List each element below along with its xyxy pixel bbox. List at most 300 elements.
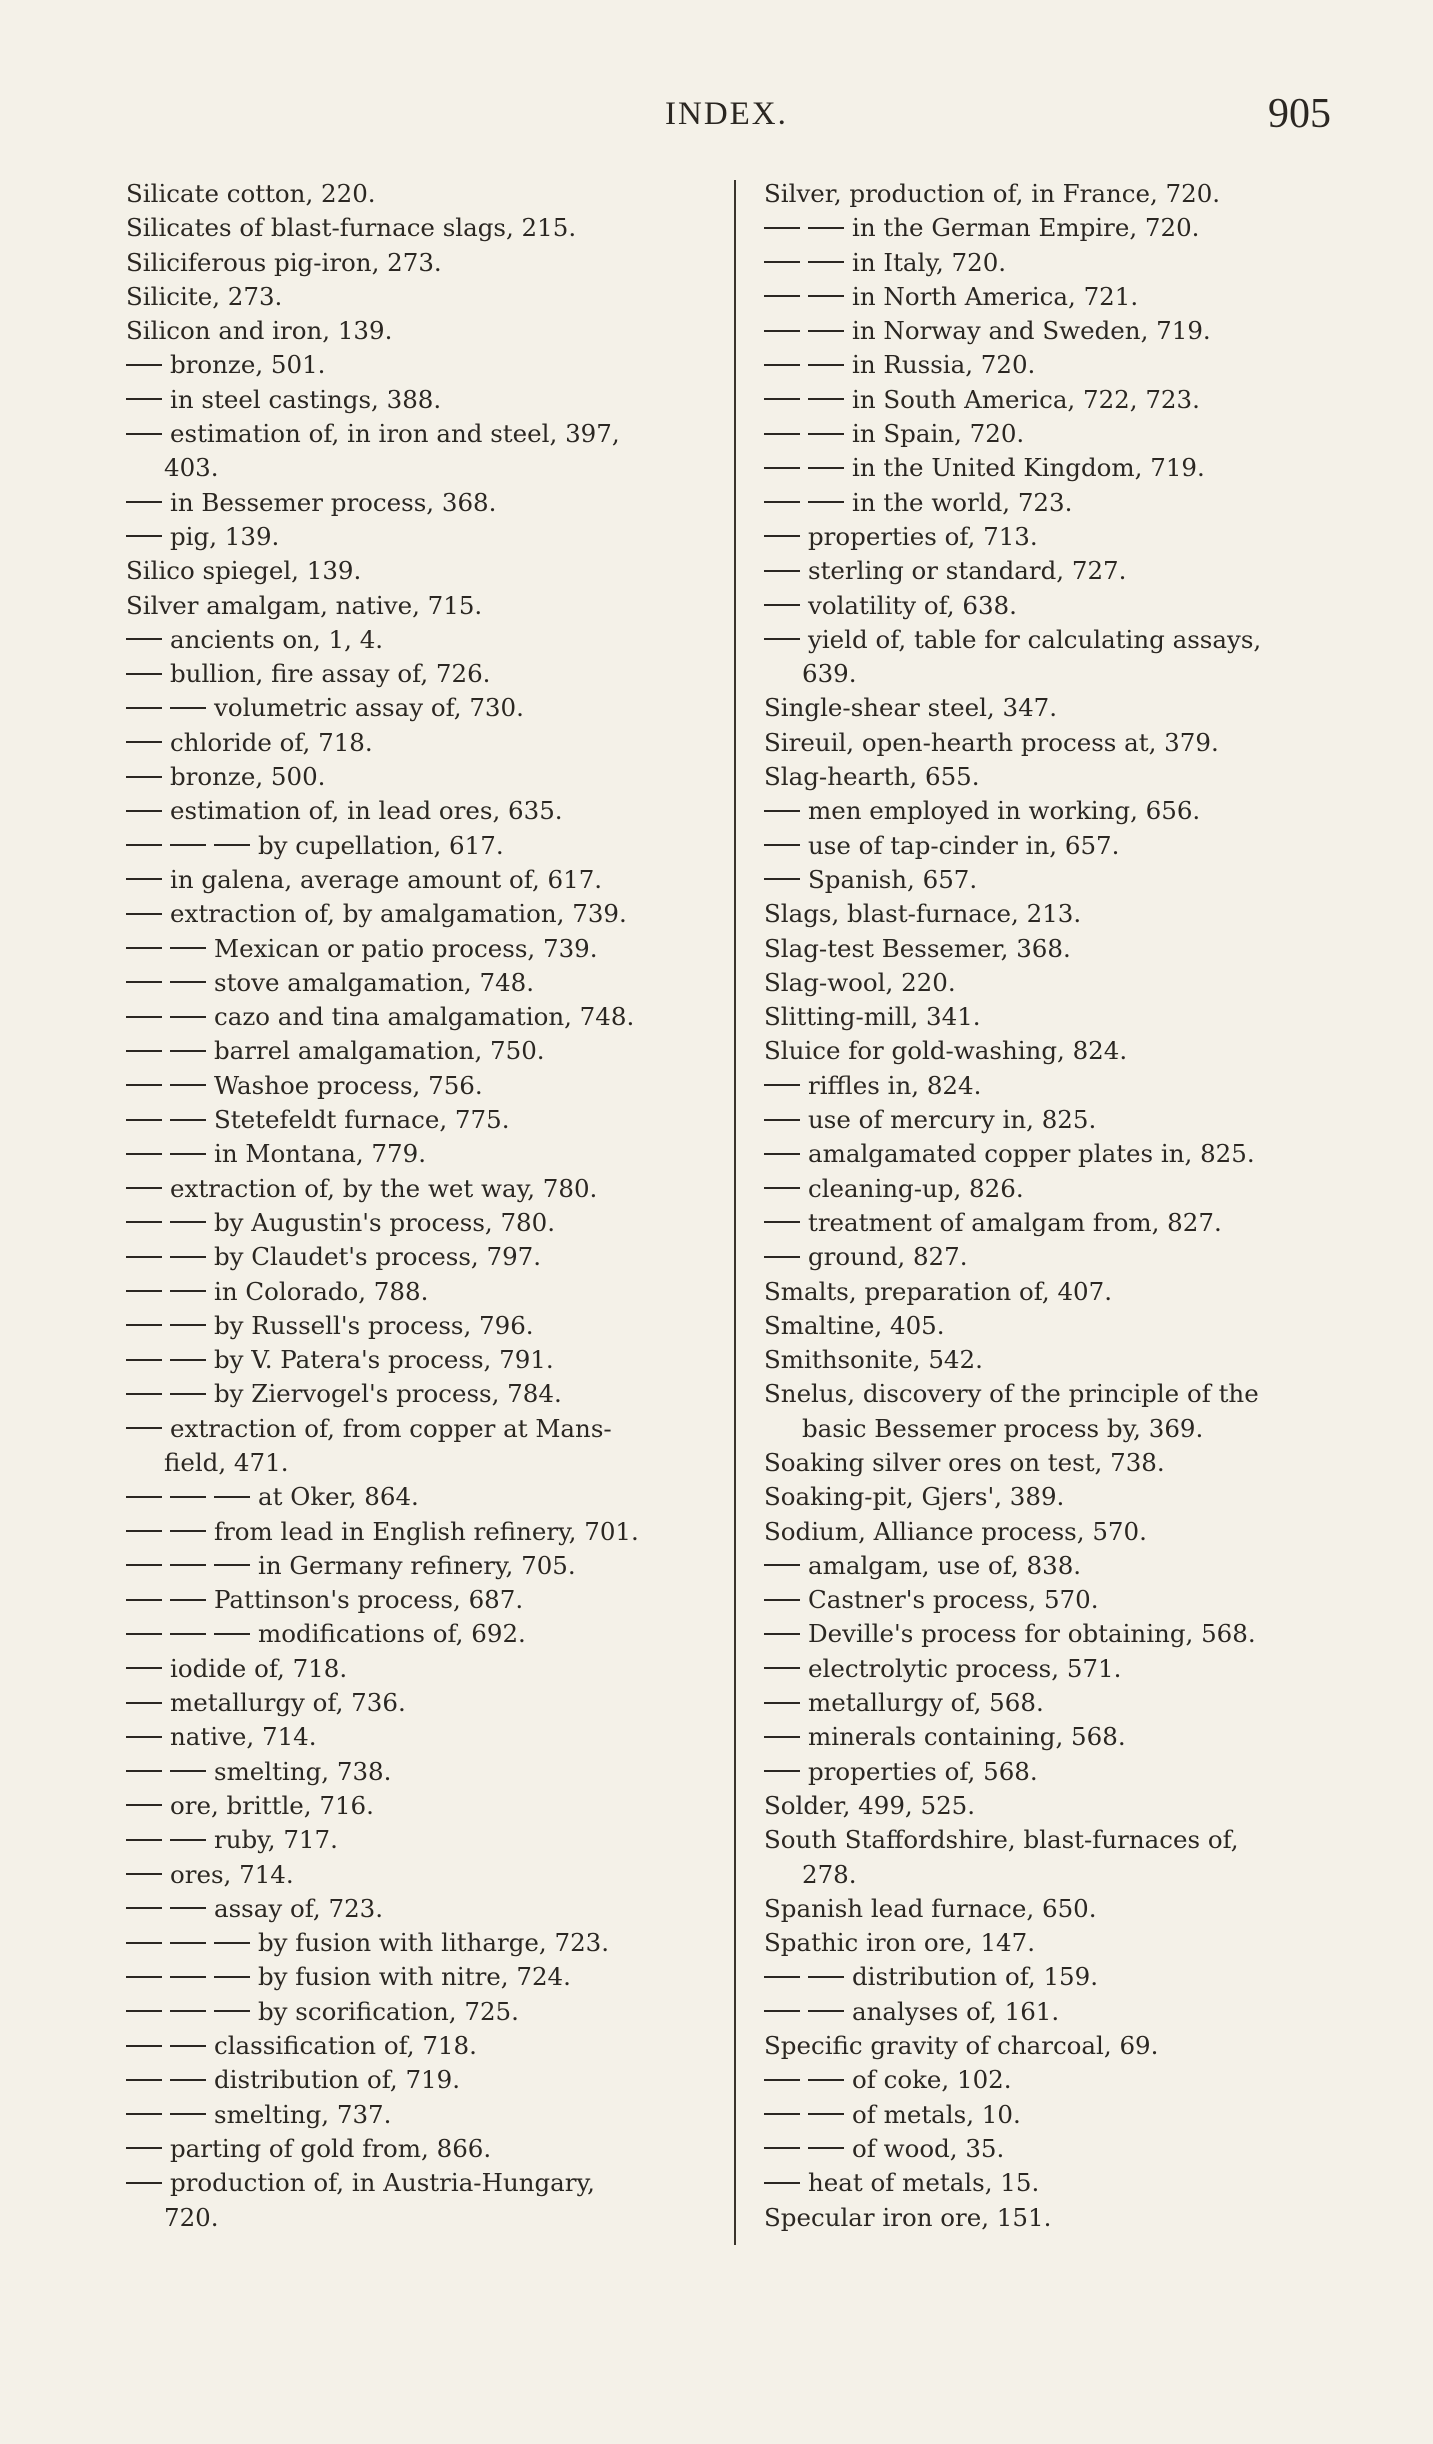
index-entry <box>126 314 716 348</box>
ditto-dash <box>214 1942 250 1944</box>
ditto-dash <box>126 1976 162 1978</box>
index-entry-text: analyses of, 161. <box>852 1996 1060 2026</box>
index-entry-text: 278. <box>802 1859 857 1889</box>
index-entry-text: Smaltine, 405. <box>764 1310 945 1340</box>
index-entry-text: sterling or standard, 727. <box>808 556 1127 586</box>
ditto-dash <box>808 501 844 503</box>
index-entry <box>764 1789 1346 1823</box>
index-entry-text: Soaking-pit, Gjers', 389. <box>764 1482 1065 1512</box>
index-entry-text: parting of gold from, 866. <box>170 2133 492 2163</box>
ditto-dash <box>764 1119 800 1121</box>
index-entry-text: amalgam, use of, 838. <box>808 1550 1082 1580</box>
ditto-dash <box>126 2010 162 2012</box>
index-entry-text: at Oker, 864. <box>258 1482 419 1512</box>
index-entry-text: in Russia, 720. <box>852 350 1036 380</box>
index-entry <box>764 1275 1346 1309</box>
index-entry <box>126 1103 716 1137</box>
ditto-dash <box>126 2113 162 2115</box>
ditto-dash <box>126 1564 162 1566</box>
index-entry <box>126 2166 716 2200</box>
index-entry-text: Single-shear steel, 347. <box>764 693 1058 723</box>
index-entry <box>126 2098 716 2132</box>
index-entry <box>126 1583 716 1617</box>
index-entry-text: Castner's process, 570. <box>808 1585 1099 1615</box>
index-entry <box>126 589 716 623</box>
ditto-dash <box>808 261 844 263</box>
ditto-dash <box>170 1016 206 1018</box>
index-entry <box>764 1617 1346 1651</box>
index-entry <box>126 2132 716 2166</box>
index-entry <box>126 1926 716 1960</box>
index-entry <box>126 2029 716 2063</box>
index-entry-text: distribution of, 159. <box>852 1962 1099 1992</box>
index-entry-text: extraction of, by the wet way, 780. <box>170 1173 598 1203</box>
ditto-dash <box>126 2182 162 2184</box>
index-entry-text: South Staffordshire, blast-furnaces of, <box>764 1825 1239 1855</box>
ditto-dash <box>170 947 206 949</box>
index-entry <box>764 280 1346 314</box>
ditto-dash <box>764 1564 800 1566</box>
ditto-dash <box>126 1667 162 1669</box>
index-entry-text: use of tap-cinder in, 657. <box>808 830 1120 860</box>
ditto-dash <box>808 467 844 469</box>
index-entry <box>764 863 1346 897</box>
ditto-dash <box>126 1016 162 1018</box>
ditto-dash <box>170 1839 206 1841</box>
ditto-dash <box>126 2045 162 2047</box>
index-entry-text: Slag-test Bessemer, 368. <box>764 933 1071 963</box>
index-entry-text: by Ziervogel's process, 784. <box>214 1379 562 1409</box>
ditto-dash <box>126 398 162 400</box>
index-entry <box>126 1377 716 1411</box>
ditto-dash <box>126 844 162 846</box>
index-entry-text: in steel castings, 388. <box>170 384 442 414</box>
index-entry-text: chloride of, 718. <box>170 727 373 757</box>
index-entry <box>126 657 716 691</box>
index-entry <box>764 1446 1346 1480</box>
index-entry-text: in Spain, 720. <box>852 419 1025 449</box>
index-entry <box>764 1926 1346 1960</box>
ditto-dash <box>764 844 800 846</box>
index-entry <box>126 966 716 1000</box>
ditto-dash <box>764 1702 800 1704</box>
index-entry-text: in the world, 723. <box>852 487 1073 517</box>
index-entry <box>764 1823 1346 1857</box>
index-entry <box>764 794 1346 828</box>
ditto-dash <box>170 1050 206 1052</box>
index-entry-text: assay of, 723. <box>214 1893 384 1923</box>
page-header <box>0 91 1433 146</box>
index-entry <box>764 520 1346 554</box>
index-entry <box>764 829 1346 863</box>
index-entry <box>126 246 716 280</box>
ditto-dash <box>126 2079 162 2081</box>
ditto-dash <box>764 1599 800 1601</box>
ditto-dash <box>764 570 800 572</box>
ditto-dash <box>808 2147 844 2149</box>
index-entry <box>126 1034 716 1068</box>
index-entry <box>764 1960 1346 1994</box>
ditto-dash <box>126 1256 162 1258</box>
ditto-dash <box>808 330 844 332</box>
ditto-dash <box>126 1393 162 1395</box>
ditto-dash <box>214 1633 250 1635</box>
index-entry-text: Smalts, preparation of, 407. <box>764 1276 1113 1306</box>
ditto-dash <box>126 1804 162 1806</box>
index-entry <box>764 2132 1346 2166</box>
index-entry <box>764 657 1346 691</box>
index-entry <box>764 1172 1346 1206</box>
index-entry-text: minerals containing, 568. <box>808 1722 1126 1752</box>
index-entry <box>126 1137 716 1171</box>
index-entry-text: smelting, 738. <box>214 1756 392 1786</box>
ditto-dash <box>126 913 162 915</box>
index-entry-text: iodide of, 718. <box>170 1653 348 1683</box>
index-entry <box>126 1069 716 1103</box>
index-entry <box>126 417 716 451</box>
index-entry-text: Stetefeldt furnace, 775. <box>214 1105 510 1135</box>
index-entry <box>764 726 1346 760</box>
ditto-dash <box>170 1976 206 1978</box>
index-entry <box>764 1309 1346 1343</box>
index-entry-text: by V. Patera's process, 791. <box>214 1345 554 1375</box>
index-entry <box>764 1480 1346 1514</box>
ditto-dash <box>126 1359 162 1361</box>
ditto-dash <box>764 295 800 297</box>
ditto-dash <box>764 2113 800 2115</box>
index-entry-text: Spanish, 657. <box>808 864 978 894</box>
ditto-dash <box>808 398 844 400</box>
index-entry-text: Sluice for gold-washing, 824. <box>764 1036 1128 1066</box>
ditto-dash <box>764 878 800 880</box>
ditto-dash <box>126 364 162 366</box>
index-entry <box>126 1720 716 1754</box>
index-entry-text: Solder, 499, 525. <box>764 1790 976 1820</box>
ditto-dash <box>764 1770 800 1772</box>
index-entry <box>764 1034 1346 1068</box>
ditto-dash <box>808 364 844 366</box>
index-entry <box>126 1755 716 1789</box>
ditto-dash <box>170 1393 206 1395</box>
index-entry-text: by scorification, 725. <box>258 1996 519 2026</box>
index-entry <box>126 280 716 314</box>
left-index-column <box>126 177 716 2235</box>
ditto-dash <box>808 1976 844 1978</box>
index-entry-text: in galena, average amount of, 617. <box>170 864 603 894</box>
ditto-dash <box>170 1564 206 1566</box>
index-entry-text: smelting, 737. <box>214 2099 392 2129</box>
ditto-dash <box>764 604 800 606</box>
index-entry-text: volumetric assay of, 730. <box>214 693 524 723</box>
index-entry-text: Silver, production of, in France, 720. <box>764 179 1221 208</box>
index-entry <box>126 1480 716 1514</box>
ditto-dash <box>126 1633 162 1635</box>
index-entry-text: Mexican or patio process, 739. <box>214 933 598 963</box>
ditto-dash <box>808 295 844 297</box>
index-entry <box>764 2166 1346 2200</box>
ditto-dash <box>126 1427 162 1429</box>
index-entry <box>126 2201 716 2235</box>
ditto-dash <box>170 1770 206 1772</box>
index-entry <box>764 486 1346 520</box>
ditto-dash <box>126 1221 162 1223</box>
ditto-dash <box>126 1599 162 1601</box>
index-entry-text: Slags, blast-furnace, 213. <box>764 899 1082 929</box>
index-entry <box>764 623 1346 657</box>
index-entry-text: of metals, 10. <box>852 2099 1021 2129</box>
index-entry-text: volatility of, 638. <box>808 590 1017 620</box>
index-entry-text: heat of metals, 15. <box>808 2168 1040 2198</box>
index-entry-text: Sodium, Alliance process, 570. <box>764 1516 1147 1546</box>
index-entry <box>764 1240 1346 1274</box>
ditto-dash <box>126 1839 162 1841</box>
index-entry <box>126 1549 716 1583</box>
index-entry <box>126 554 716 588</box>
index-entry-text: Slag-hearth, 655. <box>764 762 980 792</box>
index-entry-text: Slitting-mill, 341. <box>764 1002 981 1032</box>
ditto-dash <box>126 776 162 778</box>
ditto-dash <box>808 2113 844 2115</box>
index-entry <box>126 829 716 863</box>
index-entry <box>764 966 1346 1000</box>
index-entry <box>126 1892 716 1926</box>
index-entry <box>126 863 716 897</box>
index-entry-text: by fusion with litharge, 723. <box>258 1928 610 1958</box>
index-entry <box>126 1858 716 1892</box>
index-entry <box>764 1652 1346 1686</box>
ditto-dash <box>764 227 800 229</box>
index-entry-text: in Bessemer process, 368. <box>170 487 497 517</box>
index-entry-text: riffles in, 824. <box>808 1070 982 1100</box>
index-entry-text: Specular iron ore, 151. <box>764 2202 1052 2232</box>
index-entry <box>126 1412 716 1446</box>
index-entry <box>764 383 1346 417</box>
ditto-dash <box>764 1187 800 1189</box>
index-entry <box>764 1377 1346 1411</box>
index-entry <box>126 383 716 417</box>
ditto-dash <box>170 844 206 846</box>
ditto-dash <box>764 1153 800 1155</box>
ditto-dash <box>170 2010 206 2012</box>
index-entry <box>126 1275 716 1309</box>
index-entry-text: of wood, 35. <box>852 2133 1005 2163</box>
index-entry <box>126 691 716 725</box>
index-entry <box>126 1343 716 1377</box>
ditto-dash <box>170 1290 206 1292</box>
index-entry-text: Specific gravity of charcoal, 69. <box>764 2031 1159 2061</box>
index-entry <box>126 177 716 211</box>
index-entry <box>126 1686 716 1720</box>
ditto-dash <box>126 981 162 983</box>
index-entry <box>764 932 1346 966</box>
index-entry-text: pig, 139. <box>170 521 280 551</box>
index-entry-text: Soaking silver ores on test, 738. <box>764 1447 1165 1477</box>
index-entry-text: 639. <box>802 659 857 689</box>
ditto-dash <box>764 1633 800 1635</box>
index-entry <box>764 1858 1346 1892</box>
ditto-dash <box>170 1221 206 1223</box>
index-entry-text: properties of, 568. <box>808 1756 1038 1786</box>
index-entry <box>764 1206 1346 1240</box>
index-entry-text: in the German Empire, 720. <box>852 213 1200 243</box>
ditto-dash <box>126 1324 162 1326</box>
index-entry <box>764 1583 1346 1617</box>
index-entry-text: Snelus, discovery of the principle of the <box>764 1379 1259 1409</box>
index-entry-text: cleaning-up, 826. <box>808 1173 1024 1203</box>
index-entry-text: 403. <box>164 453 219 483</box>
ditto-dash <box>126 1736 162 1738</box>
index-entry <box>764 1755 1346 1789</box>
index-entry <box>126 486 716 520</box>
ditto-dash <box>126 1187 162 1189</box>
index-entry <box>764 348 1346 382</box>
index-entry <box>126 451 716 485</box>
index-entry-text: stove amalgamation, 748. <box>214 967 535 997</box>
ditto-dash <box>126 1907 162 1909</box>
index-entry-text: classification of, 718. <box>214 2031 477 2061</box>
index-entry <box>764 177 1346 211</box>
ditto-dash <box>764 467 800 469</box>
index-entry-text: electrolytic process, 571. <box>808 1653 1122 1683</box>
ditto-dash <box>126 1530 162 1532</box>
ditto-dash <box>170 2079 206 2081</box>
ditto-dash <box>764 1221 800 1223</box>
index-entry <box>764 1069 1346 1103</box>
ditto-dash <box>126 707 162 709</box>
index-entry-text: 720. <box>164 2202 219 2232</box>
ditto-dash <box>126 1770 162 1772</box>
ditto-dash <box>126 433 162 435</box>
index-entry <box>764 1686 1346 1720</box>
index-entry-text: of coke, 102. <box>852 2065 1012 2095</box>
index-entry <box>764 2201 1346 2235</box>
ditto-dash <box>126 1290 162 1292</box>
index-entry-text: cazo and tina amalgamation, 748. <box>214 1002 635 1032</box>
index-entry <box>126 211 716 245</box>
ditto-dash <box>764 1976 800 1978</box>
index-entry <box>126 1652 716 1686</box>
ditto-dash <box>170 2113 206 2115</box>
ditto-dash <box>170 981 206 983</box>
index-entry-text: Deville's process for obtaining, 568. <box>808 1619 1256 1649</box>
ditto-dash <box>764 2079 800 2081</box>
index-entry-text: in Germany refinery, 705. <box>258 1550 576 1580</box>
ditto-dash <box>764 261 800 263</box>
ditto-dash <box>170 1256 206 1258</box>
index-entry-text: Sireuil, open-hearth process at, 379. <box>764 727 1219 757</box>
index-entry <box>126 1823 716 1857</box>
index-entry-text: estimation of, in lead ores, 635. <box>170 796 563 826</box>
index-entry <box>764 2063 1346 2097</box>
index-entry-text: ruby, 717. <box>214 1825 338 1855</box>
ditto-dash <box>764 1084 800 1086</box>
index-entry <box>764 314 1346 348</box>
ditto-dash <box>126 535 162 537</box>
ditto-dash <box>214 844 250 846</box>
index-entry <box>126 2063 716 2097</box>
ditto-dash <box>764 810 800 812</box>
index-entry <box>126 1206 716 1240</box>
index-entry-text: properties of, 713. <box>808 521 1038 551</box>
index-entry <box>764 2098 1346 2132</box>
index-entry <box>764 897 1346 931</box>
ditto-dash <box>126 1942 162 1944</box>
index-entry-text: Silico spiegel, 139. <box>126 556 362 586</box>
index-entry-text: bronze, 501. <box>170 350 326 380</box>
index-entry <box>126 1446 716 1480</box>
index-entry <box>764 1549 1346 1583</box>
ditto-dash <box>764 1736 800 1738</box>
index-entry <box>764 691 1346 725</box>
index-entry-text: production of, in Austria-Hungary, <box>170 2168 595 2198</box>
index-entry <box>764 554 1346 588</box>
index-entry-text: bullion, fire assay of, 726. <box>170 659 491 689</box>
index-entry-text: barrel amalgamation, 750. <box>214 1036 545 1066</box>
ditto-dash <box>126 673 162 675</box>
index-entry <box>764 417 1346 451</box>
index-entry <box>764 1412 1346 1446</box>
index-entry-text: in Montana, 779. <box>214 1139 426 1169</box>
ditto-dash <box>126 1084 162 1086</box>
index-entry <box>126 726 716 760</box>
ditto-dash <box>170 1633 206 1635</box>
index-entry-text: modifications of, 692. <box>258 1619 526 1649</box>
index-entry-text: in Colorado, 788. <box>214 1276 429 1306</box>
index-entry-text: treatment of amalgam from, 827. <box>808 1207 1222 1237</box>
index-entry <box>126 932 716 966</box>
ditto-dash <box>764 535 800 537</box>
index-entry <box>126 1515 716 1549</box>
column-divider <box>734 180 736 2245</box>
index-entry-text: Smithsonite, 542. <box>764 1345 983 1375</box>
ditto-dash <box>170 1907 206 1909</box>
ditto-dash <box>126 2147 162 2149</box>
index-entry-text: estimation of, in iron and steel, 397, <box>170 419 620 449</box>
index-entry-text: ancients on, 1, 4. <box>170 624 384 654</box>
ditto-dash <box>764 2147 800 2149</box>
ditto-dash <box>764 638 800 640</box>
ditto-dash <box>764 2182 800 2184</box>
ditto-dash <box>170 1359 206 1361</box>
index-entry-text: by Augustin's process, 780. <box>214 1207 556 1237</box>
index-entry <box>126 1960 716 1994</box>
ditto-dash <box>764 398 800 400</box>
index-entry-text: distribution of, 719. <box>214 2065 461 2095</box>
ditto-dash <box>170 2045 206 2047</box>
ditto-dash <box>214 1976 250 1978</box>
ditto-dash <box>170 1119 206 1121</box>
index-entry <box>764 2029 1346 2063</box>
index-entry-text: field, 471. <box>164 1447 289 1477</box>
index-entry-text: in Norway and Sweden, 719. <box>852 316 1211 346</box>
index-entry <box>764 1995 1346 2029</box>
index-entry-text: Spathic iron ore, 147. <box>764 1928 1035 1958</box>
index-entry <box>126 1789 716 1823</box>
ditto-dash <box>170 1530 206 1532</box>
index-entry <box>764 1137 1346 1171</box>
index-entry <box>126 760 716 794</box>
index-entry <box>126 348 716 382</box>
right-index-column <box>764 177 1346 2235</box>
index-entry-text: by Russell's process, 796. <box>214 1310 534 1340</box>
ditto-dash <box>808 2079 844 2081</box>
index-entry <box>764 1343 1346 1377</box>
index-entry-text: amalgamated copper plates in, 825. <box>808 1139 1255 1169</box>
index-entry <box>126 520 716 554</box>
index-entry <box>126 1617 716 1651</box>
index-entry-text: Silver amalgam, native, 715. <box>126 590 483 620</box>
ditto-dash <box>126 741 162 743</box>
